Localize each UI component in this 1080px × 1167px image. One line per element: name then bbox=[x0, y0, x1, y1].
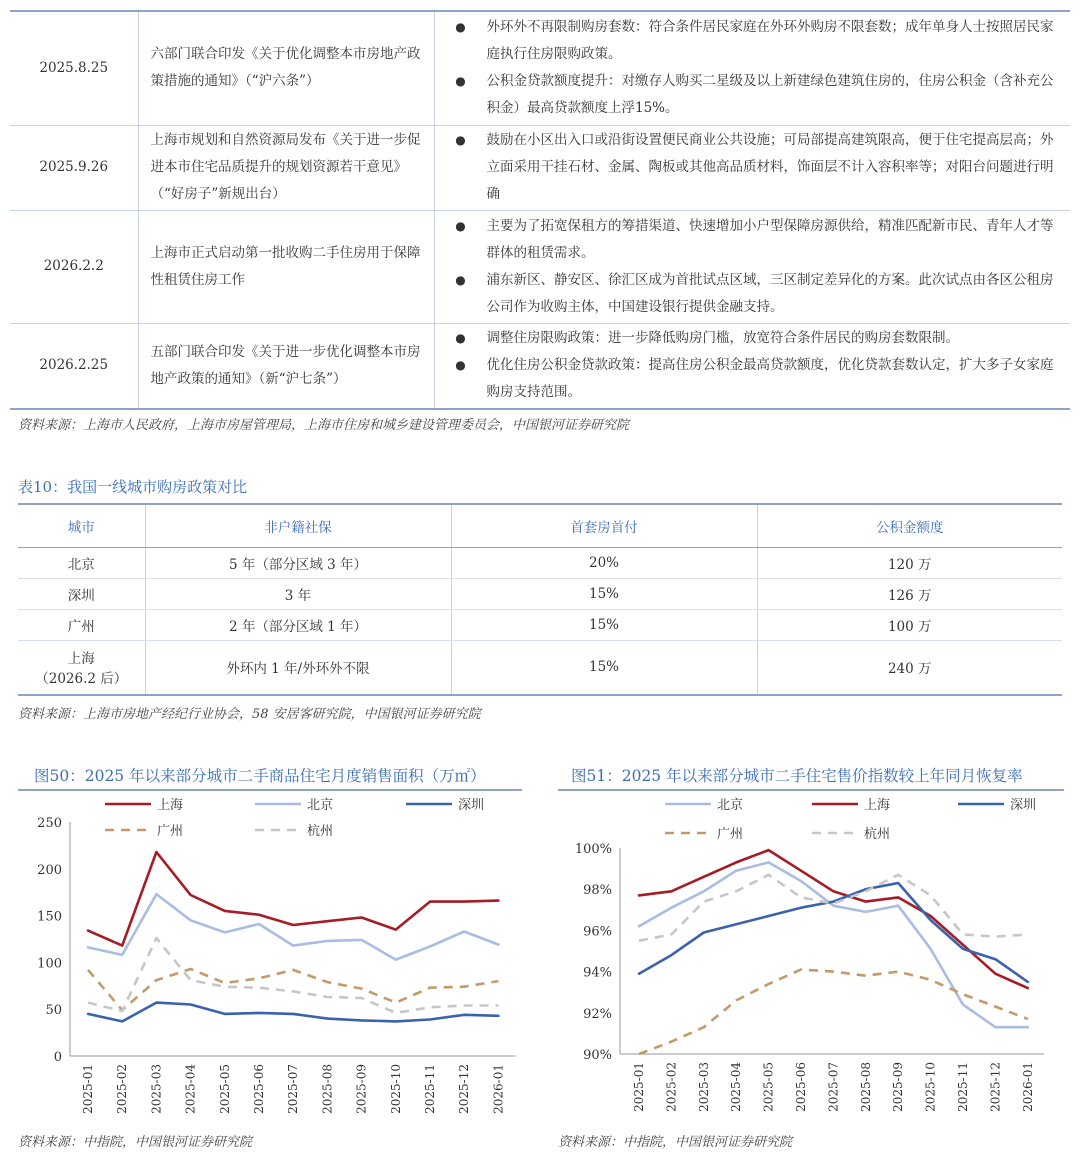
x-tick-label: 2025-06 bbox=[794, 1062, 808, 1112]
legend-label: 深圳 bbox=[458, 798, 485, 813]
legend-label: 上海 bbox=[157, 798, 184, 813]
x-tick-label: 2025-09 bbox=[891, 1062, 906, 1112]
policy-bullet bbox=[435, 325, 1059, 352]
table-row bbox=[18, 640, 1062, 695]
city-policy-table bbox=[18, 503, 1062, 696]
series-line bbox=[639, 883, 1028, 982]
header-city: 城市 bbox=[18, 504, 145, 547]
series-line bbox=[639, 970, 1028, 1055]
policy-table-source: 资料来源：上海市人民政府，上海市房屋管理局，上海市住房和城乡建设管理委员会，中国银河证券研究院 bbox=[18, 418, 630, 433]
series-line bbox=[639, 850, 1028, 988]
bullet-text: 外环外不再限制购房套数：符合条件居民家庭在外环外购房不限套数；成年单身人士按照居民家庭执行住房限购政策。 bbox=[486, 19, 1054, 63]
x-tick-label: 2025-02 bbox=[115, 1064, 130, 1114]
figure-51-title: 图51：2025 年以来部分城市二手住宅售价指数较上年同月恢复率 bbox=[571, 767, 1023, 785]
down-payment-ratio: 15% bbox=[451, 578, 757, 609]
bullet-icon: ● bbox=[455, 218, 466, 233]
series-line bbox=[88, 938, 498, 1013]
x-tick-label: 2025-03 bbox=[696, 1062, 711, 1112]
x-tick-label: 2026-01 bbox=[491, 1064, 506, 1114]
x-tick-label: 2025-05 bbox=[761, 1062, 776, 1112]
bullet-text: 调整住房限购政策：进一步降低购房门槛，放宽符合条件居民的购房套数限制。 bbox=[486, 330, 959, 347]
x-tick-label: 2025-04 bbox=[729, 1062, 744, 1112]
x-tick-label: 2025-11 bbox=[423, 1064, 437, 1114]
bullet-text: 浦东新区、静安区、徐汇区成为首批试点区域，三区制定差异化的方案。此次试点由各区公租房公司作为收购主体，中国建设银行提供金融支持。 bbox=[486, 271, 1054, 315]
policy-row bbox=[10, 125, 1070, 210]
policy-date: 2025.9.26 bbox=[10, 125, 138, 210]
series-line bbox=[88, 969, 498, 1010]
city-name: 北京 bbox=[18, 547, 145, 578]
series-line bbox=[639, 862, 1028, 1027]
city-name: 深圳 bbox=[18, 578, 145, 609]
x-tick-label: 2025-09 bbox=[354, 1064, 369, 1114]
legend-label: 杭州 bbox=[307, 824, 334, 839]
policy-date: 2026.2.2 bbox=[10, 210, 138, 323]
down-payment-ratio: 20% bbox=[451, 547, 757, 578]
policy-row bbox=[10, 210, 1070, 323]
down-payment-ratio: 15% bbox=[451, 640, 757, 695]
y-tick-label: 92% bbox=[583, 1006, 612, 1022]
policy-bullet bbox=[435, 127, 1059, 208]
series-line bbox=[639, 875, 1028, 941]
bullet-icon: ● bbox=[455, 272, 466, 287]
policy-row bbox=[10, 323, 1070, 409]
x-tick-label: 2025-12 bbox=[988, 1062, 1003, 1112]
series-line bbox=[88, 1003, 498, 1022]
table-row bbox=[18, 547, 1062, 578]
legend-label: 广州 bbox=[717, 827, 744, 842]
city-table-header-row bbox=[18, 504, 1062, 547]
x-tick-label: 2025-04 bbox=[183, 1064, 198, 1114]
provident-fund-limit: 126 万 bbox=[757, 578, 1062, 609]
policy-points bbox=[434, 125, 1070, 210]
figure-51-source: 资料来源：中指院，中国银河证券研究院 bbox=[558, 1135, 793, 1150]
bullet-icon: ● bbox=[455, 358, 466, 373]
policy-points bbox=[434, 11, 1070, 125]
y-tick-label: 100% bbox=[574, 842, 612, 857]
social-security-requirement: 5 年（部分区域 3 年） bbox=[145, 547, 451, 578]
series-line bbox=[88, 852, 498, 946]
x-tick-label: 2025-02 bbox=[664, 1062, 679, 1112]
figure-50-title: 图50：2025 年以来部分城市二手商品住宅月度销售面积（万㎡） bbox=[34, 767, 486, 785]
y-tick-label: 98% bbox=[583, 883, 612, 899]
bullet-icon: ● bbox=[455, 74, 466, 89]
legend-label: 深圳 bbox=[1010, 798, 1037, 813]
y-tick-label: 250 bbox=[37, 816, 62, 831]
bullet-text: 公积金贷款额度提升：对缴存人购买二星级及以上新建绿色建筑住房的，住房公积金（含补充公积金）最高贷款额度上浮15%。 bbox=[486, 73, 1054, 117]
x-tick-label: 2025-10 bbox=[388, 1064, 403, 1114]
header-social-security: 非户籍社保 bbox=[145, 504, 451, 547]
social-security-requirement: 外环内 1 年/外环外不限 bbox=[145, 640, 451, 695]
x-tick-label: 2025-11 bbox=[956, 1062, 970, 1112]
x-tick-label: 2026-01 bbox=[1020, 1062, 1035, 1112]
y-tick-label: 200 bbox=[37, 862, 62, 878]
policy-timeline-table bbox=[10, 10, 1070, 410]
policy-bullet bbox=[435, 213, 1059, 267]
x-tick-label: 2025-01 bbox=[632, 1062, 646, 1112]
policy-title: 上海市规划和自然资源局发布《关于进一步促进本市住宅品质提升的规划资源若干意见》（“好房子”新规出台） bbox=[138, 125, 434, 210]
table-row bbox=[18, 578, 1062, 609]
x-tick-label: 2025-03 bbox=[149, 1064, 164, 1114]
policy-title: 五部门联合印发《关于进一步优化调整本市房地产政策的通知》（新“沪七条”） bbox=[138, 323, 434, 409]
policy-title: 六部门联合印发《关于优化调整本市房地产政策措施的通知》（“沪六条”） bbox=[138, 11, 434, 125]
x-tick-label: 2025-05 bbox=[217, 1064, 232, 1114]
legend-label: 北京 bbox=[307, 798, 334, 813]
y-tick-label: 0 bbox=[53, 1050, 62, 1065]
policy-date: 2025.8.25 bbox=[10, 11, 138, 125]
bullet-text: 主要为了拓宽保租方的筹措渠道、快速增加小户型保障房源供给，精准匹配新市民、青年人才等群体的租赁需求。 bbox=[486, 217, 1054, 261]
legend-label: 上海 bbox=[864, 798, 891, 813]
figure-50-source: 资料来源：中指院，中国银河证券研究院 bbox=[18, 1135, 253, 1150]
policy-bullet bbox=[435, 352, 1059, 406]
x-tick-label: 2025-08 bbox=[320, 1064, 335, 1114]
bullet-icon: ● bbox=[455, 133, 466, 147]
social-security-requirement: 2 年（部分区域 1 年） bbox=[145, 609, 451, 640]
policy-row bbox=[10, 11, 1070, 125]
figure-50-chart bbox=[10, 790, 530, 1130]
policy-bullet bbox=[435, 267, 1059, 321]
bullet-icon: ● bbox=[455, 331, 466, 346]
x-tick-label: 2025-10 bbox=[923, 1062, 938, 1112]
x-tick-label: 2025-01 bbox=[81, 1064, 95, 1114]
figure-51-chart bbox=[550, 790, 1070, 1130]
y-tick-label: 100 bbox=[37, 956, 62, 972]
header-provident-fund: 公积金额度 bbox=[757, 504, 1062, 547]
y-tick-label: 150 bbox=[37, 909, 62, 925]
header-down-payment: 首套房首付 bbox=[451, 504, 757, 547]
policy-date: 2026.2.25 bbox=[10, 323, 138, 409]
x-tick-label: 2025-07 bbox=[826, 1062, 841, 1112]
y-tick-label: 90% bbox=[583, 1048, 612, 1063]
y-tick-label: 94% bbox=[583, 965, 612, 981]
y-tick-label: 96% bbox=[583, 924, 612, 940]
policy-bullet bbox=[435, 68, 1059, 122]
x-tick-label: 2025-08 bbox=[858, 1062, 873, 1112]
legend-label: 北京 bbox=[717, 798, 744, 813]
x-tick-label: 2025-07 bbox=[286, 1064, 301, 1114]
city-name: 上海 （2026.2 后） bbox=[18, 640, 145, 695]
city-table-title: 表10：我国一线城市购房政策对比 bbox=[18, 478, 248, 496]
policy-title: 上海市正式启动第一批收购二手住房用于保障性租赁住房工作 bbox=[138, 210, 434, 323]
provident-fund-limit: 100 万 bbox=[757, 609, 1062, 640]
policy-bullet bbox=[435, 14, 1059, 68]
social-security-requirement: 3 年 bbox=[145, 578, 451, 609]
bullet-icon: ● bbox=[455, 20, 466, 35]
x-tick-label: 2025-06 bbox=[252, 1064, 266, 1114]
provident-fund-limit: 120 万 bbox=[757, 547, 1062, 578]
policy-points bbox=[434, 210, 1070, 323]
legend-label: 广州 bbox=[157, 824, 184, 839]
table-row bbox=[18, 609, 1062, 640]
city-name: 广州 bbox=[18, 609, 145, 640]
policy-points bbox=[434, 323, 1070, 409]
y-tick-label: 50 bbox=[45, 1003, 62, 1019]
bullet-text: 鼓励在小区出入口或沿街设置便民商业公共设施；可局部提高建筑限高，便于住宅提高层高；外立面采用干挂石材、金属、陶板或其他高品质材料，饰面层不计入容积率等；对阳台问题进行明确 bbox=[486, 132, 1054, 202]
legend-label: 杭州 bbox=[864, 827, 891, 842]
down-payment-ratio: 15% bbox=[451, 609, 757, 640]
provident-fund-limit: 240 万 bbox=[887, 661, 932, 678]
bullet-text: 优化住房公积金贷款政策：提高住房公积金最高贷款额度，优化贷款套数认定，扩大多子女家庭购房支持范围。 bbox=[486, 357, 1054, 401]
city-table-source: 资料来源：上海市房地产经纪行业协会，58 安居客研究院，中国银河证券研究院 bbox=[18, 707, 481, 722]
x-tick-label: 2025-12 bbox=[457, 1064, 472, 1114]
